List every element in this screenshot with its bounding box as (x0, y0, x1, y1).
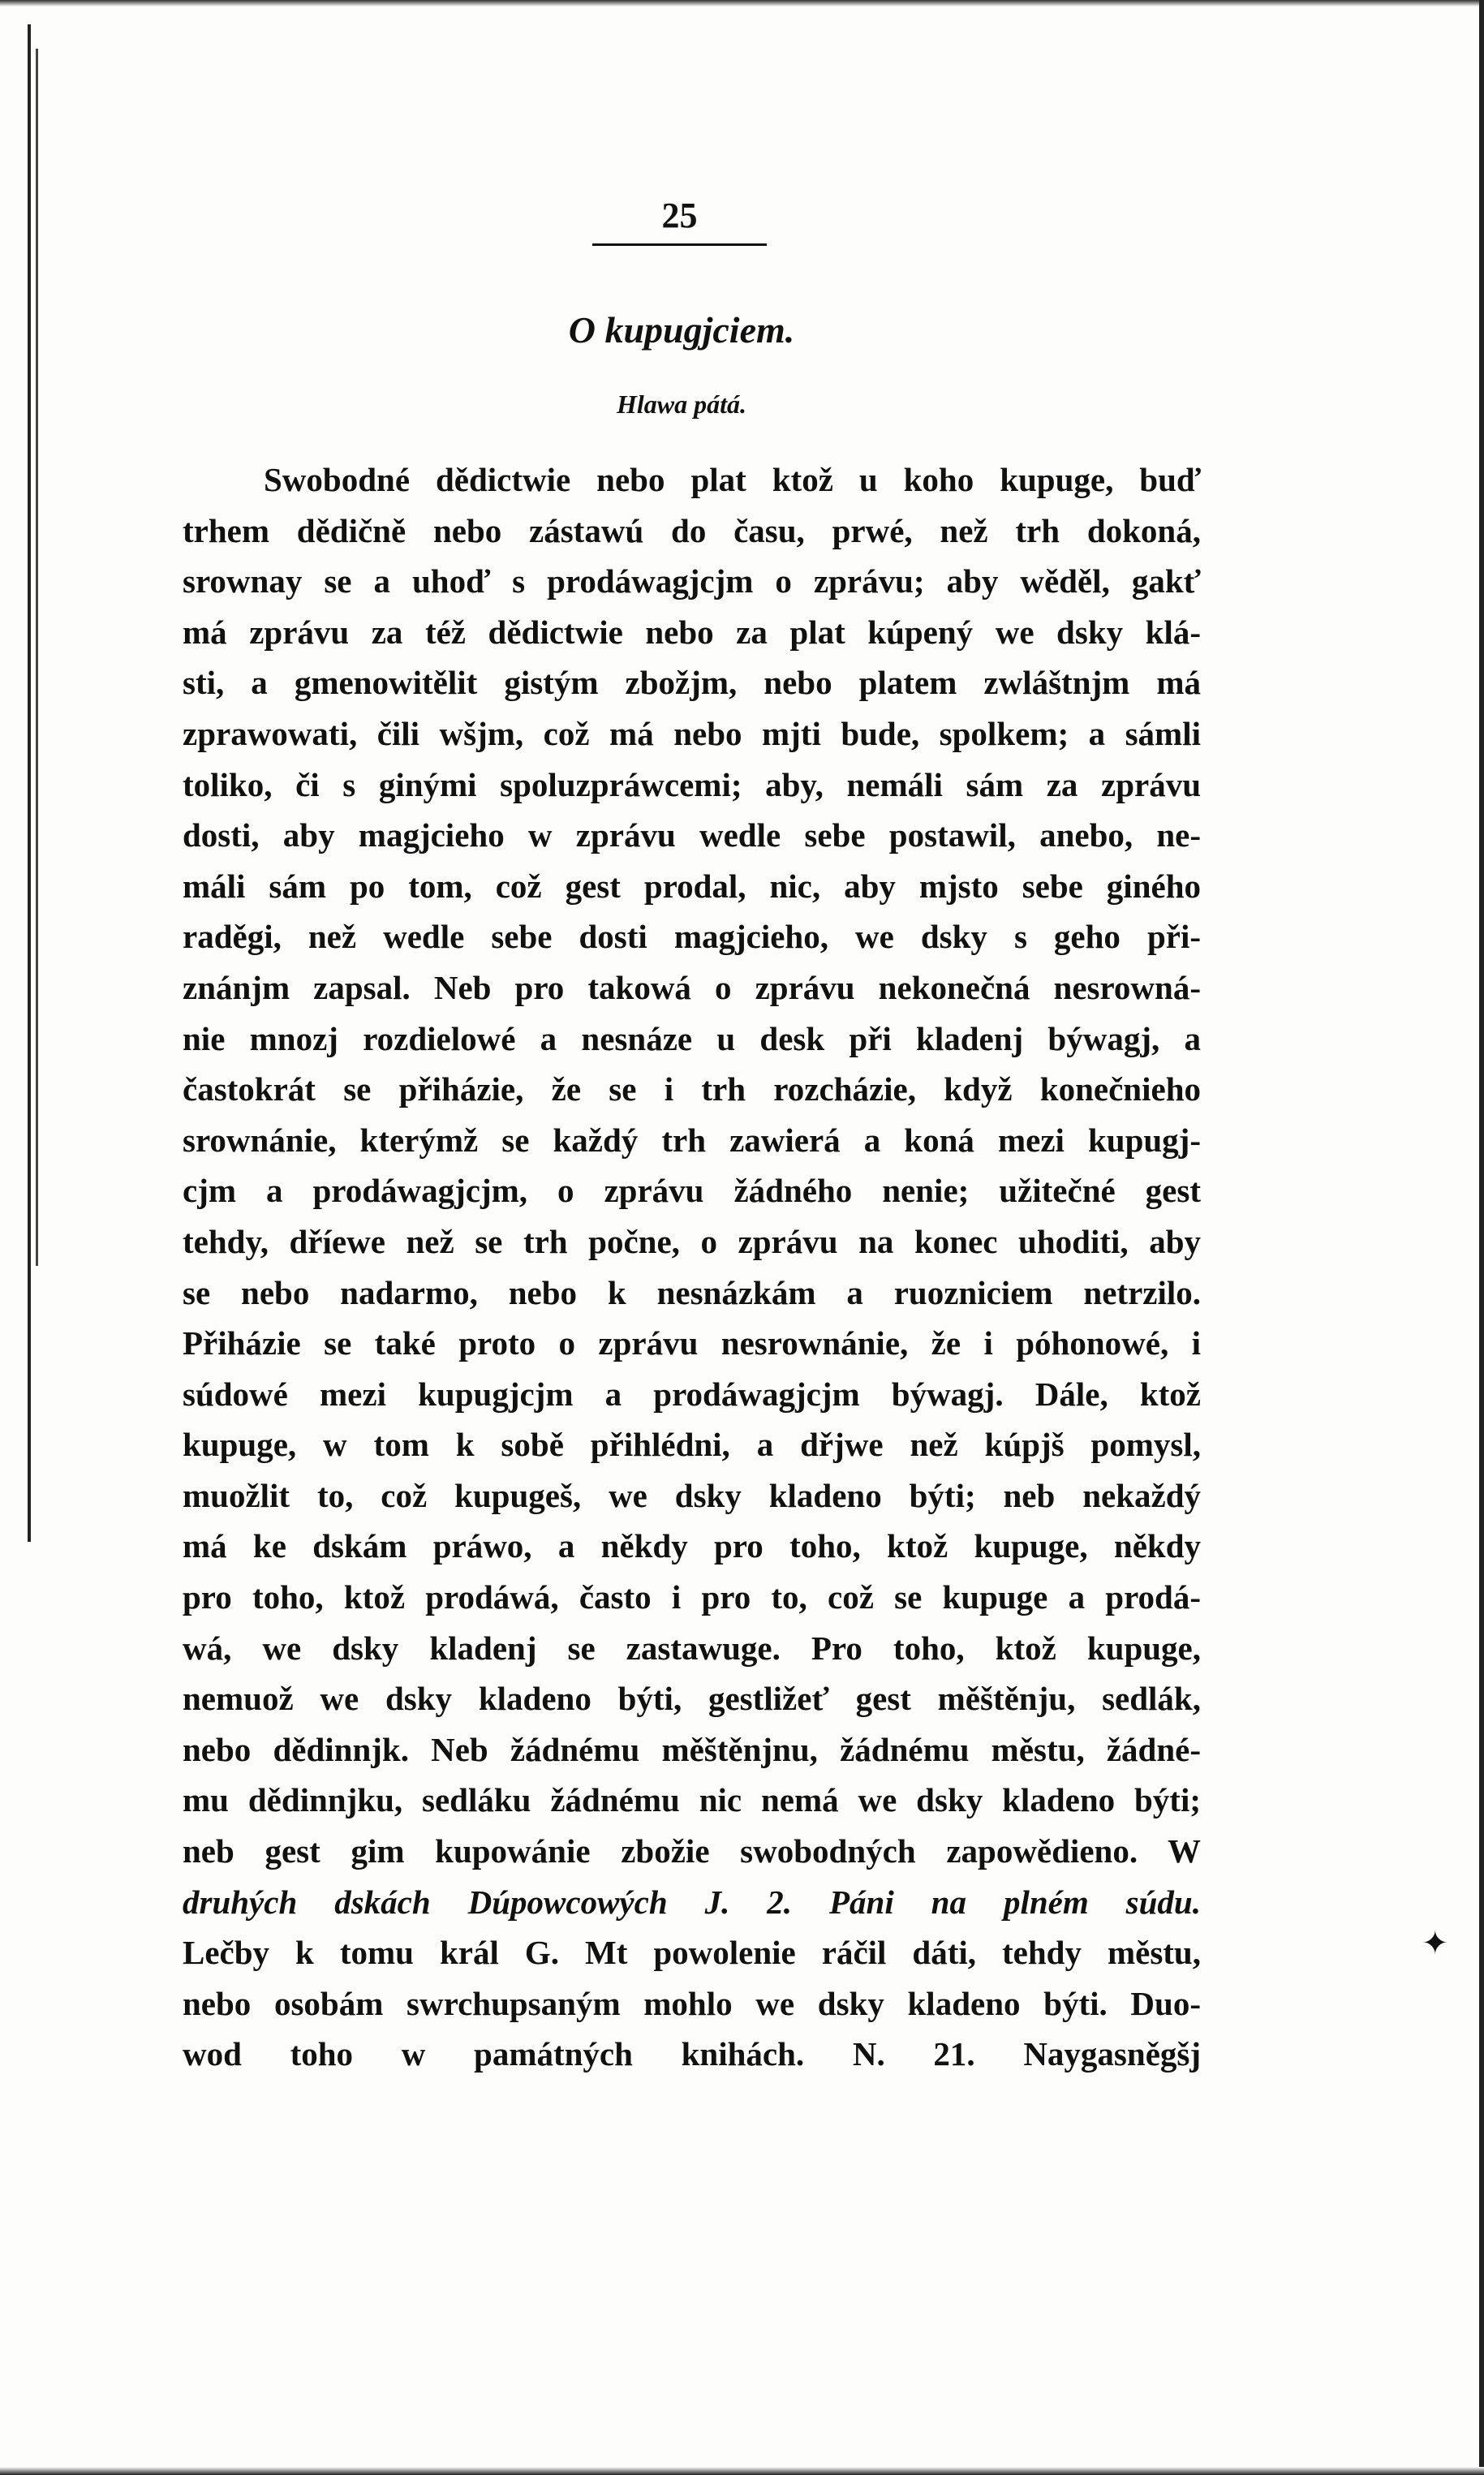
text-line: nemuož we dsky kladeno býti, gestližeť gest měštěnju, sedlák, (183, 1680, 1201, 1718)
text-line: trhem dědičně nebo zástawú do času, prwé, než trh dokoná, (183, 511, 1201, 549)
text-line: srownay se a uhoď s prodáwagjcjm o zprávu; aby wěděl, gakť (183, 562, 1201, 600)
text-line: nie mnozj rozdielowé a nesnáze u desk při kladenj býwagj, a (183, 1019, 1201, 1057)
text-line: wá, we dsky kladenj se zastawuge. Pro toho, ktož kupuge, (183, 1629, 1201, 1667)
text-line: cjm a prodáwagjcjm, o zprávu žádného nenie; užitečné gest (183, 1172, 1201, 1210)
text-line: raděgi, než wedle sebe dosti magjcieho, we dsky s geho při- (183, 918, 1201, 956)
text-line: neb gest gim kupowánie zbožie swobodných zapowědieno. W (183, 1832, 1201, 1870)
text-line: dosti, aby magjcieho w zprávu wedle sebe postawil, anebo, ne- (183, 816, 1201, 854)
chapter-title: O kupugjciem. (568, 309, 795, 351)
text-line: druhých dskách Dúpowcowých J. 2. Páni na plném súdu. (183, 1883, 1201, 1921)
body-text (183, 454, 1201, 2080)
text-line: pro toho, ktož prodáwá, často i pro to, což se kupuge a prodá- (183, 1578, 1201, 1616)
scan-edge-left (28, 24, 31, 1542)
text-line: nebo osobám swrchupsaným mohlo we dsky kladeno býti. Duo- (183, 1984, 1201, 2022)
scan-edge-top (0, 0, 1484, 6)
page-number-rule (592, 243, 767, 246)
text-line: častokrát se přiházie, že se i trh rozcházie, když konečnieho (183, 1070, 1201, 1108)
text-line: máli sám po tom, což gest prodal, nic, aby mjsto sebe giného (183, 867, 1201, 905)
text-line: nebo dědinnjk. Neb žádnému měštěnjnu, žádnému městu, žádné- (183, 1730, 1201, 1768)
scan-edge-bottom (0, 2467, 1484, 2475)
text-line: se nebo nadarmo, nebo k nesnázkám a ruozniciem netrzilo. (183, 1273, 1201, 1311)
text-line: zprawowati, čili wšjm, což má nebo mjti bude, spolkem; a sámli (183, 714, 1201, 752)
margin-bullet-icon: ✦ (1422, 1925, 1449, 1962)
text-line: srownánie, kterýmž se každý trh zawierá a koná mezi kupugj- (183, 1121, 1201, 1159)
text-line: Přiházie se také proto o zprávu nesrownánie, že i póhonowé, i (183, 1324, 1201, 1362)
text-line: toliko, či s ginými spoluzpráwcemi; aby, nemáli sám za zprávu (183, 765, 1201, 803)
text-line: znánjm zapsal. Neb pro takowá o zprávu nekonečná nesrowná- (183, 968, 1201, 1006)
text-line: tehdy, dříewe než se trh počne, o zprávu na konec uhoditi, aby (183, 1222, 1201, 1260)
text-line: súdowé mezi kupugjcjm a prodáwagjcjm býwagj. Dále, ktož (183, 1375, 1201, 1413)
text-line: muožlit to, což kupugeš, we dsky kladeno býti; neb nekaždý (183, 1476, 1201, 1514)
text-line: má zprávu za též dědictwie nebo za plat kúpený we dsky klá- (183, 613, 1201, 651)
text-line: má ke dskám práwo, a někdy pro toho, ktož kupuge, někdy (183, 1527, 1201, 1565)
scan-edge-left-inner (36, 49, 38, 1266)
text-line: mu dědinnjku, sedláku žádnému nic nemá we dsky kladeno býti; (183, 1781, 1201, 1819)
text-line: Swobodné dědictwie nebo plat ktož u koho kupuge, buď (264, 461, 1201, 498)
text-line: sti, a gmenowitělit gistým zbožjm, nebo platem zwláštnjm má (183, 664, 1201, 702)
text-line: kupuge, w tom k sobě přihlédni, a dřjwe než kúpjš pomysl, (183, 1426, 1201, 1464)
text-line: wod toho w památných knihách. N. 21. Naygasněgšj (183, 2035, 1201, 2073)
chapter-subtitle: Hlawa pátá. (616, 390, 746, 419)
text-line: Lečby k tomu král G. Mt powolenie ráčil dáti, tehdy městu, (183, 1934, 1201, 1972)
page-number: 25 (661, 196, 698, 235)
scan-edge-right (1479, 0, 1484, 2475)
